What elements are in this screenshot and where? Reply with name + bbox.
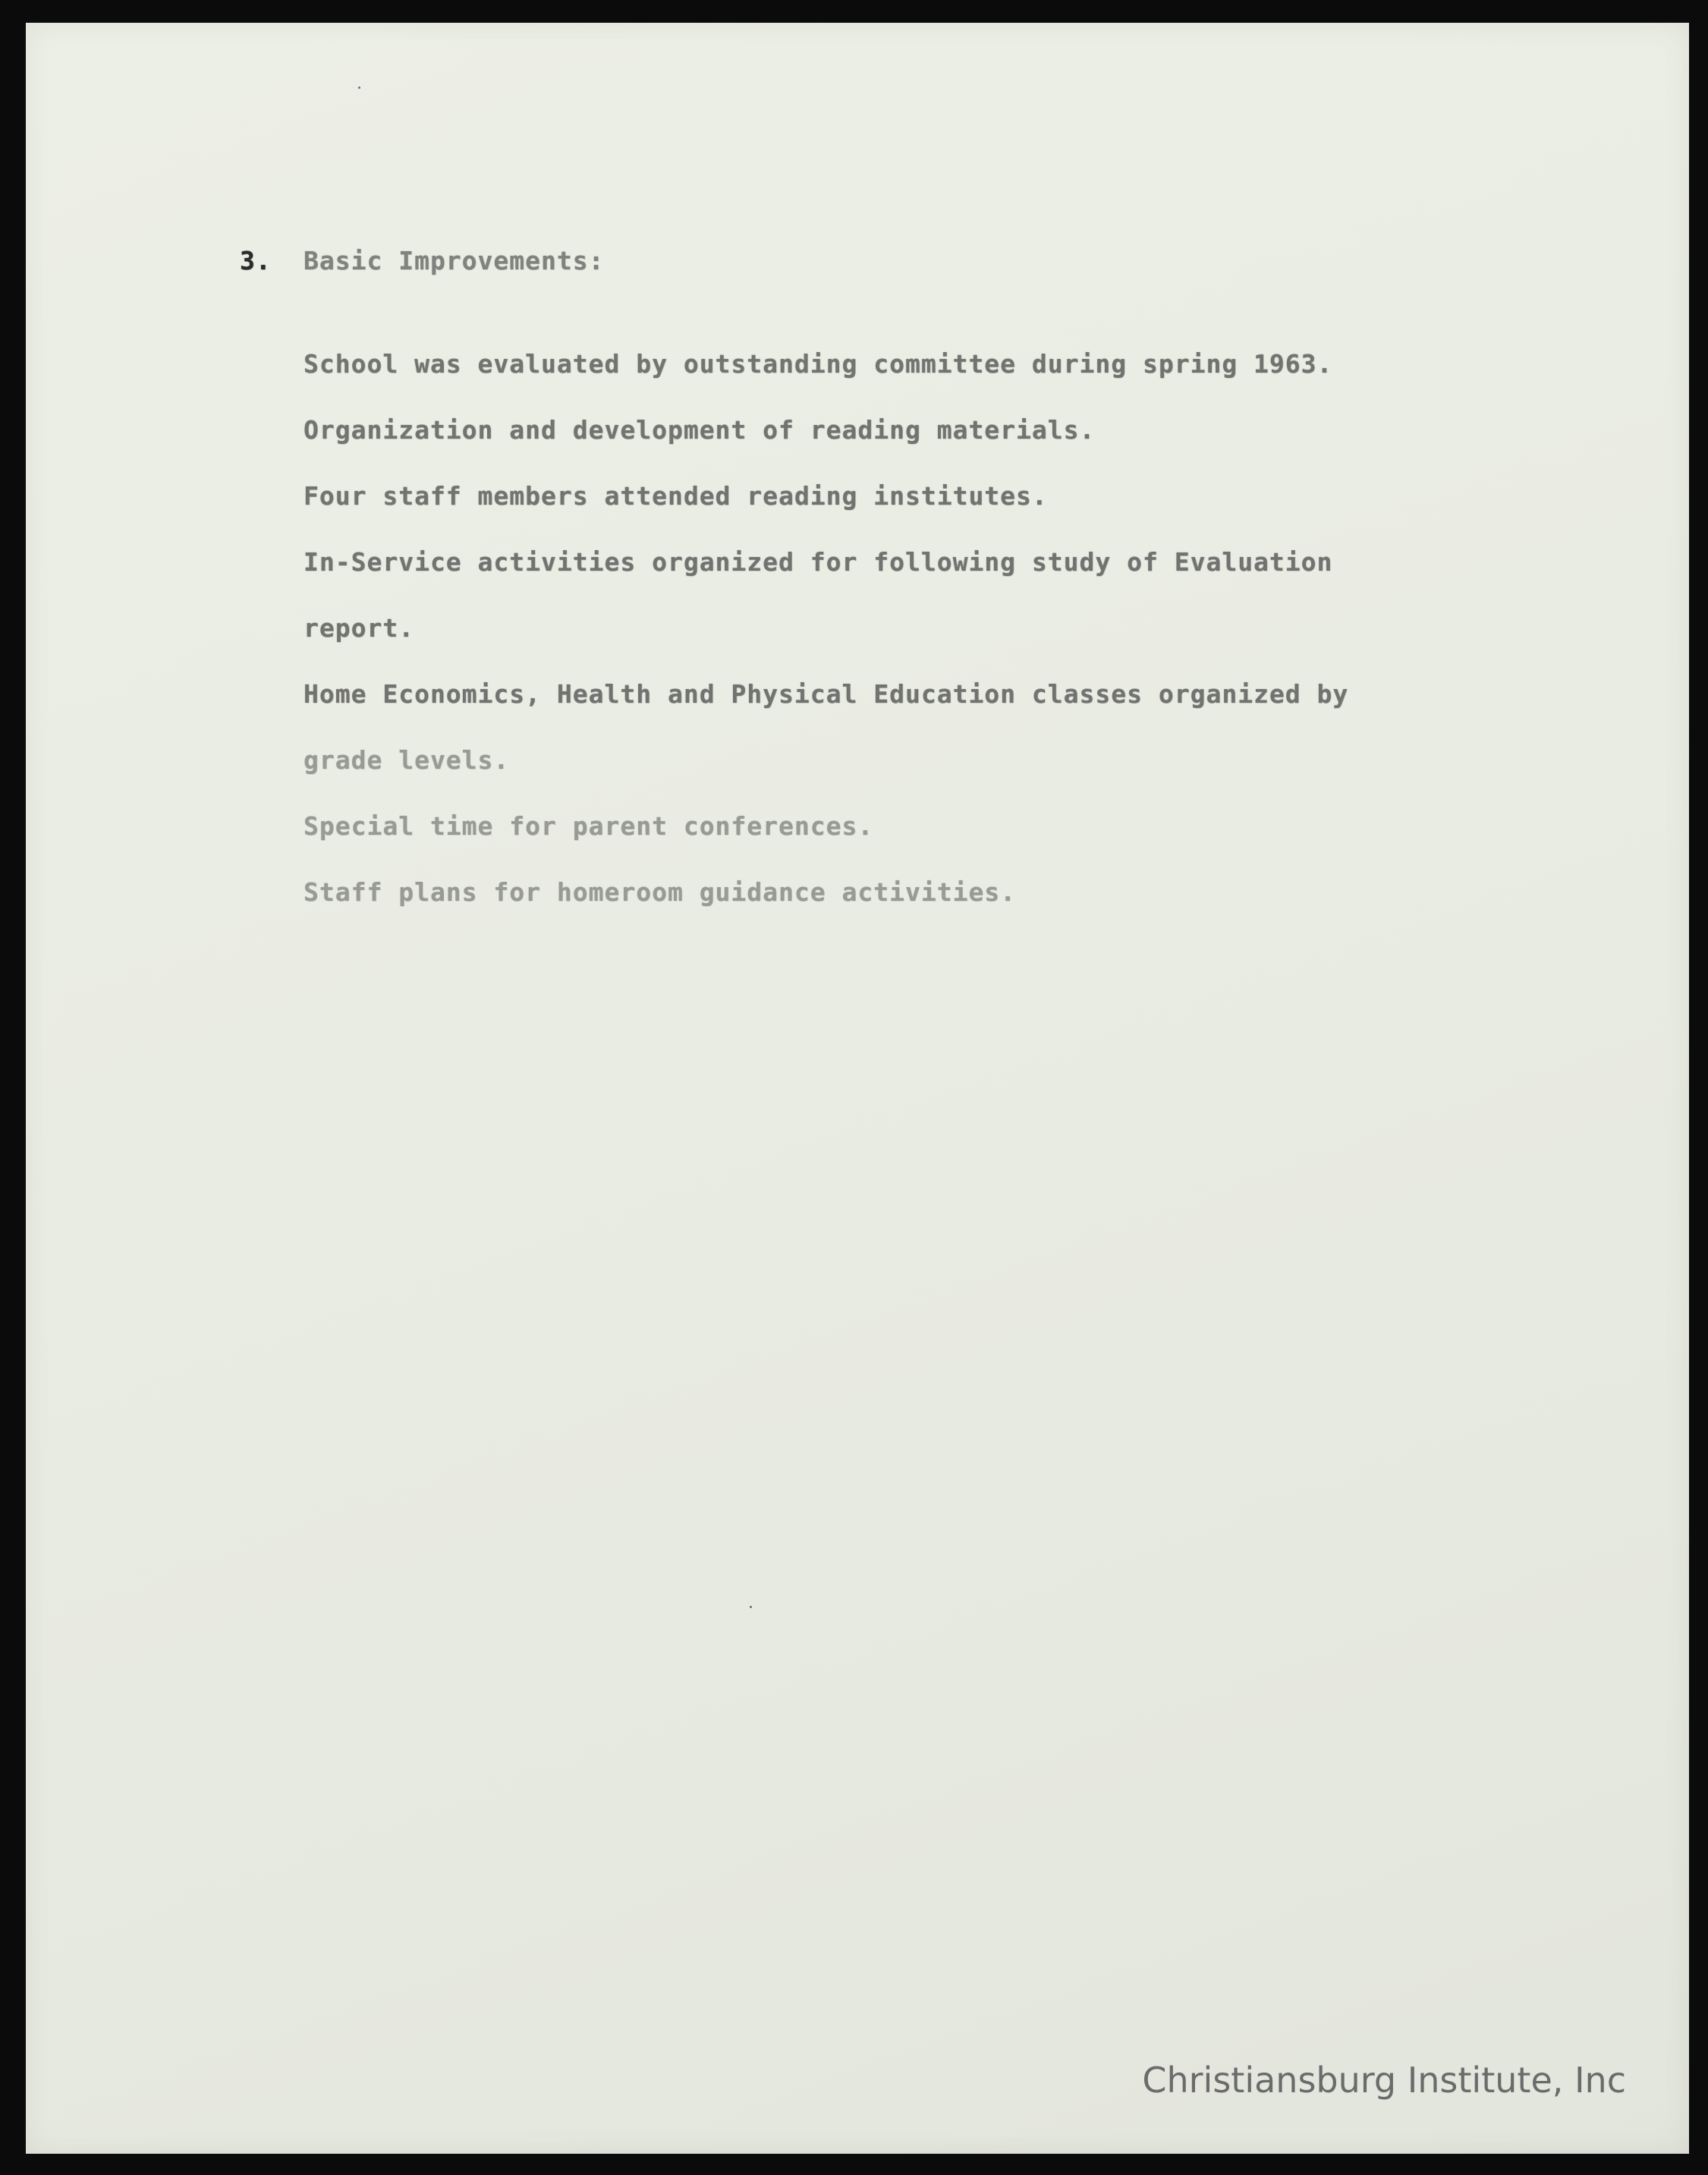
section-title: Basic Improvements: <box>304 246 605 275</box>
typed-line: Staff plans for homeroom guidance activities. <box>304 877 1017 907</box>
archive-watermark: Christiansburg Institute, Inc <box>1142 2060 1626 2101</box>
typed-line: In-Service activities organized for following study of Evaluation <box>304 547 1333 577</box>
paper-speck <box>750 1606 752 1608</box>
typed-line: Four staff members attended reading institutes. <box>304 481 1048 511</box>
paper-speck <box>358 87 360 89</box>
section-heading <box>240 246 605 275</box>
section-number: 3. <box>240 246 272 275</box>
paper-sheet <box>26 23 1689 2154</box>
typed-line: School was evaluated by outstanding committee during spring 1963. <box>304 349 1333 379</box>
typed-line: grade levels. <box>304 745 510 775</box>
improvements-list <box>304 342 1348 936</box>
typed-line: Organization and development of reading materials. <box>304 415 1096 445</box>
typed-line: Special time for parent conferences. <box>304 811 874 841</box>
typed-line: Home Economics, Health and Physical Education classes organized by <box>304 679 1349 709</box>
typed-line: report. <box>304 613 415 643</box>
